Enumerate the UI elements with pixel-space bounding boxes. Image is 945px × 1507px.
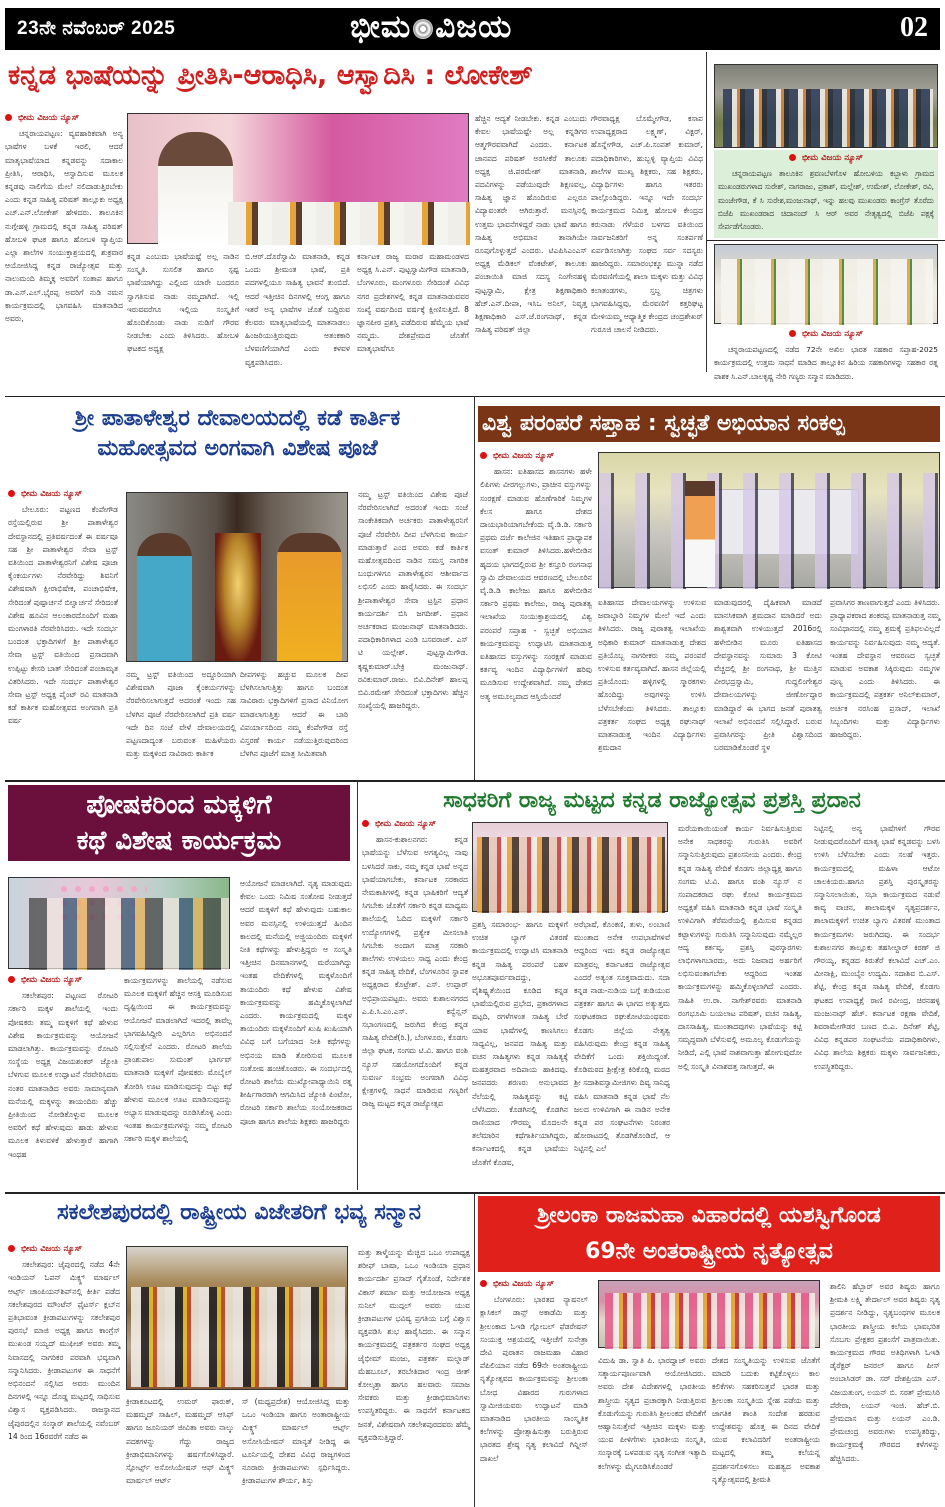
bullet-icon [5, 114, 12, 121]
story-storytelling-col2: ಕಾರ್ಯಕ್ರಮಗಳನ್ನು ಶಾಲೆಯಲ್ಲಿ ನಡೆಸುವ ಮೂಲಕ ಮಕ್ಕಳಿಗೆ ಹೆಚ್ಚಿನ ಆಸಕ್ತಿ ಮೂಡಿಸುವ ದೃಷ್ಟಿಯಿಂದ ಈ ಕಾರ್ಯಕ್ರಮವನ್ನು ಆಯೋಜನೆ ಮಾಡಲಾಗಿದೆ ಇದರಲ್ಲಿ ತಾವೆಲ್ಲ ಭಾಗವಹಿಸಿದ್ದೀರಿ ಎಲ್ಲರಿಗೂ ಅಭಿನಂದನೆ ಸಲ್ಲಿಸುತ್ತೇನೆ ಎಂದರು. ರೋಟರಿ ಶಾಲೆಯ ಪ್ರಾಂಶುಪಾಲ ಸುಮಂತ್ ಭಾರ್ಗವ್ ಮಾತನಾಡಿ ಮಕ್ಕಳಿಗೆ ಪೋಷಕರು ಮೊಬೈಲ್ ತೋರಿಸಿ ಊಟ ಮಾಡಿಸುವುದನ್ನು ಬಿಟ್ಟು ಕಥೆ ಹೇಳುವ ಮೂಲಕ ಊಟ ಮಾಡಿಸುವುದನ್ನು ಅಭ್ಯಾಸ ಮಾಡುವುದನ್ನು ರೂಡಿಸಿಕೊಳ್ಳಿ ಎಂದು ಇಂತಹ ಕಾರ್ಯಕ್ರಮಗಳನ್ನು ನಮ್ಮ ರೋಟರಿ ಸರ್ಕಾರಿ ಮಕ್ಕಳ ಶಾಲೆಯಲ್ಲಿ [124, 976, 232, 1144]
headline-line1: ಶ್ರೀಲಂಕಾ ರಾಜಮಹಾ ವಿಹಾರದಲ್ಲಿ ಯಶಸ್ವಿಗೊಂಡ [537, 1203, 881, 1228]
story-lokesh-col4: ಕರ್ನಾಟಕ ರಾಜ್ಯ ಮರಾಠ ಮಹಾಮಂಡಳದ ಅಧ್ಯಕ್ಷ ಸಿ.ಎನ್. ಪುಟ್ಟಸ್ವಾಮಿಗೌಡ ಮಾತನಾಡಿ, ಬೆಂಗಳೂರು, ಮಂಗಳೂರು ಸೇರಿದಂತೆ ವಿವಿಧ ನಗರ ಪ್ರದೇಶಗಳಲ್ಲಿ ಕನ್ನಡ ಮಾತನಾಡುವವರ ಸಂಖ್ಯೆ ವರ್ಷದಿಂದ ವರ್ಷಕ್ಕೆ ಕ್ಷೀಣಿಸುತ್ತಿದೆ. 8 ಜ್ಞಾನಪೀಠ ಪ್ರಶಸ್ತಿ ಪಡೆದಿರುವ ಹೆಮ್ಮೆಯ ಭಾಷೆ ನಮ್ಮದು. ದೇಶಪ್ರೇಮದ ಜೊತೆಗೆ ಮಾತೃಭಾಷೆಗೂ [357, 252, 469, 354]
story-lokesh [5, 112, 705, 370]
story-sakleshpur-col3: ಸ್ (ಮಧ್ಯಪ್ರದೇಶ) ಆಯೋಜಿಸಿದ್ದ ಮತ್ತು ಒಒಂ ಇಂಡಿಯಾ ಹಾಗೂ ಅಂತಾರಾಷ್ಟ್ರೀಯ ಮಿಕ್ಸ್ಡ್ ಮಾರ್ಷಲ್ ಆರ್ಟ್ಸ್ ಅಸೋಸಿಯೇಷನ್ ಮಾನ್ಯತೆ ನೀಡಿದ್ದ ಈ ಟೂರ್ನಿಯಲ್ಲಿ ದೇಶದ ವಿವಿಧ ರಾಜ್ಯಗಳಿಂದ ನೂರಾರು ಕ್ರೀಡಾಪಟುಗಳು ಸ್ಪರ್ಧಿಸಿದ್ದರು. ಕ್ರೀಡಾಪಟುಗಳ ಶೌರ್ಯ, ಶಿಸ್ತು [242, 1397, 350, 1486]
headline-heritage-banner: ವಿಶ್ವ ಪರಂಪರೆ ಸಪ್ತಾಹ : ಸ್ವಚ್ಛತೆ ಅಭಿಯಾನ ಸಂಕಲ್ಪ [478, 406, 940, 442]
students-standing [599, 473, 941, 589]
headline-storytelling-banner [8, 785, 350, 861]
story-pataleshwara-col3: ದೀಪಗಳನ್ನು ಹಚ್ಚುವ ಮೂಲಕ ದೀಪ ಬೆಳಗಿಸಲಾಗುತ್ತಿತ್ತು ಹಾಗೂ ಬಂದಂತ ಸಾವಿರಾರು ಭಕ್ತಾದಿಗಳಿಗೆ ಪ್ರಸಾದ ವಿನಿಯೋಗ ಮಾಡಲಾಗುತ್ತಿತ್ತು ಆದರೆ ಈ ಬಾರಿ ವಿಪರ್ಯಾಸದಿಂದ ನಮ್ಮ ಕೆಂಪೇಗೌಡ ರಸ್ತೆ ವಿಸ್ತರಣೆ ಕಾರ್ಯ ನಡೆಯುತ್ತಿರುವುದರಿಂದ ಬೆಳಗಿನ ಪೂಜೆಗೆ ಮಾತ್ರ ಸೀಮಿತವಾಗಿ [240, 670, 348, 759]
bullet-icon [8, 976, 15, 983]
byline: ಭೀಮ ವಿಜಯ ನ್ಯೂಸ್ [8, 1243, 120, 1256]
headline-pataleshwara [5, 404, 470, 464]
issue-date: 23ನೇ ನವೆಂಬರ್ 2025 [17, 18, 176, 39]
chakra-wheel-icon [413, 19, 433, 39]
story-heritage-col1: ಭೀಮ ವಿಜಯ ನ್ಯೂಸ್ ಹಾಸನ: ಐತಿಹಾಸದ ಶಾಸನಗಳು ಹಳೇ ಲಿಪಿಗಳು ವೀರಗಲ್ಲುಗಳು, ಪ್ರಾಚೀನ ವಸ್ತುಗಳನ್ನು ಸಂರಕ್ಷಣೆ ಮಾಡುವ ಹೊಣೆಗಾರಿಕೆ ನಿಮ್ಮಗಳ ಕೆಲಸ ಹಾಗೂ ದೇಶದ ದಾಯಭಾರಿಯಾಗಬೇಕೆಂದು ವೈ.ಡಿ.ಡಿ. ಸರ್ಕಾರಿ ಪ್ರಥಮ ದರ್ಜೆ ಕಾಲೇಜಿನ ಇತಿಹಾಸ ಪ್ರಾಧ್ಯಾಪಕ ವಸಂತ್ ಕುಮಾರ್ ತಿಳಿಸಿದರು.ಹಳೇಬೀಡಿನ ಹೃದಯ ಭಾಗದಲ್ಲಿರುವ ಶ್ರೀ ಕಸ್ತೂರಿ ರಂಗನಾಥ ಸ್ವಾಮಿ ದೇವಾಲಯದ ಆವರಣದಲ್ಲಿ ಬೇಲೂರಿನ ವೈ.ಡಿ.ಡಿ ಕಾಲೇಜು ಹಾಗೂ ಹಳೇಬೀಡಿನ ಸರ್ಕಾರಿ ಪ್ರಥಮ ಕಾಲೇಜು, ರಾಜ್ಯ ಪುರಾತತ್ವ ಇಲಾಖೆಯ ಸಂಯುಕ್ತಾಶ್ರಯದಲ್ಲಿ ವಿಶ್ವ ಪರಂಪರೆ ಸಪ್ತಾಹ - ಸ್ವಚ್ಛತೆ ಅಭಿಯಾನ ಕಾರ್ಯಕ್ರಮವನ್ನು ಉದ್ಘಾಟಿಸಿ ಮಾತನಾಡುತ್ತ ಐತಿಹಾಸದ ವಸ್ತುಗಳನ್ನು ಸಂರಕ್ಷಣೆ ಮಾಡುವ ಕರ್ತವ್ಯ ಇಂದಿನ ವಿದ್ಯಾರ್ಥಿಗಳಿಗೆ ಹರಿವು ಮೂಡಿಸುವ ಉದ್ದೇಶವಾಗಿದೆ. ನಮ್ಮ ದೇಶದ ಅತ್ಯ ಅಮೂಲ್ಯವಾದ ಆಸ್ತಿಯೆಂದರೆ [480, 451, 592, 701]
devotee-blue-saree [137, 533, 192, 661]
column-divider [474, 1194, 475, 1507]
headline-line1: ಪೋಷಕರಿಂದ ಮಕ್ಕಳಿಗೆ [86, 790, 272, 820]
story-rajyotsava-col2: ಪ್ರಶಸ್ತಿ ಸಮಾರಂಭ- ಹಾಗೂ ಮಕ್ಕಳಿಗೆ ಉಚಿತ ಬ್ಯಾಗ್ ವಿತರಣೆ ಕಾರ್ಯಕ್ರಮದಲ್ಲಿ ಉದ್ಘಾಟಿಸಿ ಮಾತನಾಡಿ ಕನ್ನಡ ಸಾಹಿತ್ಯ ಪರಂಪರೆ ಬಹಳ ಅಭೂತಪೂರ್ವವಾದದ್ದು, ವೈಶಿಷ್ಟ್ಯತೆಯಿಂದ ಕೂಡಿದ ಕನ್ನಡ ಭಾಷೆಯಲ್ಲಿರುವ ಪ್ರಭೇದ, ಪ್ರಕಾರಗಳಾದ ಷಟ್ಪದಿ, ರಗಳೆಗಳಂತ ಸಾಹಿತ್ಯ ಬೇರೆ ಯಾವ ಭಾಷೆಗಳಲ್ಲಿ ಕಾಣಸಿಗಲು ಸಾಧ್ಯವಿಲ್ಲ, ಜನಪದ ಸಾಹಿತ್ಯ ಮತ್ತು ವಚನ ಸಾಹಿತ್ಯಗಳು ಕನ್ನಡ ಸಾಹಿತ್ಯಕ್ಕೆ ಮಹತ್ತರವಾದ ಅದಿಪಾಯ ಹಾಕಿದವು. ಜನಪದರು ಶರಣರು ಅನುಭಾವದ ನೆಲೆಯಲ್ಲಿ ಸಾಹಿತ್ಯವನ್ನು ಕಟ್ಟಿ ಬೆಳೆಸಿದರು. ಕೊಡಗಿನಲ್ಲಿ ಕೊಡಗಿನ ರಾಣಿಯಾದ ಗೌರಮ್ಮ ಮೊದಲನೇ ತಲೆಮಾರಿನ ಕಥೆಗಾರ್ತಿಯಾಗಿದ್ದರು, ಕರ್ನಾಟಕದಲ್ಲಿ ಕನ್ನಡ ಭಾಷೆಯು ಜೊತೆಗೆ ಕೊಡವ, [472, 920, 568, 1167]
story-lokesh-col2: ಕನ್ನಡ ಎಂಬುದು ಭಾಷೆಯಷ್ಟೆ ಅಲ್ಲ ನಾಡಿನ ಸಂಸ್ಕೃತಿ. ಸುಸಲಿತ ಹಾಗೂ ಸ್ಪಷ್ಟ ಭಾಷೆಯಾಗಿದ್ದು ಎಲ್ಲಿಂದ ಯಾರೇ ಬಂದರೂ ಸ್ವಾಗತಿಸುವ ನಾಡು ನಮ್ಮದಾಗಿದೆ. ಇಲ್ಲಿ ಇರುವವರೆಗೂ ಇಲ್ಲಿಯ ಸಂಸ್ಕೃತಿಗೆ ಹೊಂದಿಕೊಂಡು ನಾಡು ನುಡಿಗೆ ಗೌರವ ನೀಡಬೇಕು ಎಂದು ತಿಳಿಸಿದರು. ಹೋಬಳಿ ಘಟಕದ ಅಧ್ಯಕ್ಷ [127, 252, 239, 354]
headline-line2: 69ನೇ ಅಂತರಾಷ್ಟ್ರೀಯ ನೃತ್ಯೋತ್ಸವ [585, 1239, 833, 1264]
paper-name-left: ಭೀಮ [350, 9, 412, 45]
story-rajyotsava-col4: ಮರೆಯಕಾಯಿಯಂತೆ ಕಾರ್ಯ ನಿರ್ವಹಿಸುತ್ತಿರುವ ಅನೇಕ ಸಾಧಕರನ್ನು ಗುರುತಿಸಿ ಅವರಿಗೆ ಸನ್ಮಾನಿಸುತ್ತಿರುವುದು ಪ್ರಶಂಸನೀಯ ಎಂದರು. ಕೇಂದ್ರ ಕನ್ನಡ ಸಾಹಿತ್ಯ ವೇದಿಕೆ ಕೊಡಗು ಜಿಲ್ಲಾಧ್ಯಕ್ಷ ಹಾಗೂ ಸಂಗಮ ಟಿ.ವಿ. ಹಾಗೂ ವಂಶಿ ನ್ಯೂಸ್ ನ ಸಂಪಾದಕರಾದ ರಘು ಕೋಟಿ ಕಾರ್ಯಕ್ರಮದ ಅಧ್ಯಕ್ಷತೆ ವಹಿಸಿ ಮಾತನಾಡಿ ಕನ್ನಡ ಭಾಷೆ ಸಂಸ್ಕೃತಿ ಉಳಿವಿಗಾಗಿ ತೆರೆಮರೆಯಲ್ಲಿ ಶ್ರಮಿಸುವ ಕನ್ನಡದ ಕಟ್ಟಾಳುಗಳನ್ನು ಗುರುತಿಸಿ ಸನ್ಮಾನಿಸುವುದು ನಮ್ಮೆಲ್ಲರ ಆದ್ಯ ಕರ್ತವ್ಯ, ಪ್ರಶಸ್ತಿ ಪುರಸ್ಕಾರಗಳು ಲಾಭಿಗಳಾಗಬಾರದು, ಅದು ನಿಜವಾದ ಅರ್ಹರಿಗೆ ಲಭಿಸುವಂತಾಗಬೇಕು ಆದ್ದರಿಂದ ಇಂತಹ ಕಾರ್ಯಕ್ರಮಗಳನ್ನು ಹಮ್ಮಿಕೊಳ್ಳಲಾಗಿದೆ ಎಂದರು. ಸಾಹಿತಿ ಉ.ರಾ. ನಾಗೇಶ್‌ರವರು ಮಾತನಾಡಿ ರಂಗಭೂಮಿ ಬಯಲಾಟ ಪರಿಷತ್, ವಚನ ಸಾಹಿತ್ಯ, ದಾಸಸಾಹಿತ್ಯ, ಮುಂತಾದವುಗಳು ಭಾಷೆಯನ್ನು ಕಟ್ಟಿ ಸಮೃದ್ಧವಾಗಿ ಬೆಳೆಸುವಲ್ಲಿ ಅಮೂಲ್ಯ ಕೊಡುಗೆಯನ್ನು ನೀಡಿದೆ, ಎಲ್ಲಿ ಭಾಷೆ ನಾಶವಾಗುತ್ತಾ ಹೋಗುವುದೋ ಅಲ್ಲಿ ಸಂಸ್ಕೃತಿ ವಿನಾಶದತ್ತ ಸಾಗುತ್ತದೆ, ಈ [678, 824, 802, 1071]
story-rajyotsava [362, 818, 942, 1188]
story-rajyotsava-col5: ನಿಟ್ಟಿನಲ್ಲಿ ಅನ್ಯ ಭಾಷೆಗಳಿಗೆ ಗೌರವ ನೀಡುವುದರೊಂದಿಗೆ ಮಾತೃ ಭಾಷೆ ಕನ್ನಡವನ್ನು ಬಳಸಿ ಉಳಿಸಿ ಬೆಳೆಸಬೇಕು ಎಂದು ಸಲಹೆ ಇತ್ತರು. ಕಾರ್ಯಕ್ರಮದಲ್ಲಿ ಮಹಿಳಾ ಆಟೋ ಚಾಲಕಿಯರು.ಹಾಗೂ ಪ್ರಶಸ್ತಿ ಪುರಸ್ಕೃತರನ್ನು ಸನ್ಮಾನಿಸಲಾಯಿತು, ಸಭಾ ಕಾರ್ಯಕ್ರಮದ ನಡುವೆ ಕಾವ್ಯ ವಾಚನ, ಶಾಲಾಮಕ್ಕಳ ನೃತ್ಯಪ್ರದರ್ಶನ, ಶಾಲಾಮಕ್ಕಳಿಗೆ ಉಚಿತ ಬ್ಯಾಗು ವಿತರಣೆ ಮುಂತಾದ ಕಾರ್ಯಕ್ರಮಗಳು ಜರುಗಿದವು. ಈ ಸಂದರ್ಭ ಕುಶಾಲನಗರ ತಾಲ್ಲೂಕು ತಹಸೀಲ್ದಾರ್ ಕಿರಣ್ ಜಿ ಗೌರಯ್ಯ, ಕನ್ನಡದ ಕಿರುತೆರೆ ಕಲಾವಿದೆ ಎಚ್.ಎಂ. ಮೀನಾಕ್ಷಿ, ಮುಂಬೈನ ಉದ್ಯಮಿ. ಸದಾಶಿವ ಬಿ.ಎಸ್. ಶೆಟ್ಟಿ, ಕೇಂದ್ರ ಕನ್ನಡ ಸಾಹಿತ್ಯ ವೇದಿಕೆ, ಕೊಡಗು ಘಟಕದ ಉಪಾಧ್ಯಕ್ಷೆ ರಾಣಿ ರವೀಂದ್ರ, ಚಿರನಹಳ್ಳಿ ಮಂಜುನಾಥ್ ಹೆಚ್. ಕರ್ನಾಟಕ ರಕ್ಷಣಾ ವೇದಿಕೆ, ಶಿವರಾಮೇಗೌಡರ ಬಣದ ಬಿ.ಎ. ದಿನೇಶ್ ಶೆಟ್ಟಿ, ವಿವಿಧ ಕನ್ನಡಪರ ಸಂಘಟನೆಯ ಪದಾಧಿಕಾರಿಗಳು, ವಿವಿಧ ಶಾಲೆಯ ಶಿಕ್ಷಕರು ಮಕ್ಕಳು ಸಾರ್ವಜನಿಕರು, ಉಪಸ್ಥಿತರಿದ್ದರು. [814, 824, 940, 1071]
byline: ಭೀಮ ವಿಜಯ ನ್ಯೂಸ್ [362, 818, 468, 831]
paper-name-right: ವಿಜಯ [435, 9, 513, 45]
story-srilanka-col1: ಭೀಮ ವಿಜಯ ನ್ಯೂಸ್ ಬೆಂಗಳೂರು: ಭಾರತದ ನ್ಯಾಷನಲ್ ಕ್ಲಾಸಿಕಲ್ ಡಾನ್ಸ್ ಅಕಾಡೆಮಿ ಮತ್ತು ಶ್ರೀಲಂಕಾದ ಓಇಡಿ ಗ್ಲೋಬಲ್ ಫೆಡರೇಷನ್ ಸಂಯುಕ್ತ ಆಶ್ರಯದಲ್ಲಿ ಇತ್ತೀಚೆಗೆ ಸುನೇತ್ರಾ ದೇವಿ ಪುರಾತನ ರಾಜಮಹಾ ವಿಹಾರ ಪೆಪಿಲಿಯಾನ ನಡೆದ 69ನೇ ಅಂತರಾಷ್ಟ್ರೀಯ ನೃತ್ಯೋತ್ಸವದ ಕಾರ್ಯಕ್ರಮವನ್ನು ಶ್ರೀಲಂಕಾ ಬೋಧ ವಿಹಾರದ ಗುರುಗಳಾದ ಸ್ವಾಮೀಜಿಯವರು ಉದ್ಘಾಟನೆ ಮಾಡಿ ಮಾತನಾಡಿದ ಭಾರತೀಯ ಸಾಂಸ್ಕೃತಿಕ ಕಲೆಗಳನ್ನು ಪ್ರೋತ್ಸಾಹಿಸುತ್ತಾ ಬರುತ್ತಿರುವ ಭಾರತದ ಶ್ರೇಷ್ಠ ನೃತ್ಯ ಕಲಾವಿದೆ ಗಿನ್ನೀಸ್ ದಾಖಲೆ [480, 1279, 588, 1463]
headline-sakleshpur: ಸಕಲೇಶಪುರದಲ್ಲಿ ರಾಷ್ಟ್ರೀಯ ವಿಜೇತರಿಗೆ ಭವ್ಯ ಸನ್ಮಾನ [57, 1200, 421, 1225]
headline-rajyotsava: ಸಾಧಕರಿಗೆ ರಾಜ್ಯ ಮಟ್ಟದ ಕನ್ನಡ ರಾಜ್ಯೋತ್ಸವ ಪ್ರಶಸ್ತಿ ಪ್ರದಾನ [443, 788, 861, 813]
bullet-icon [789, 154, 796, 161]
headline-lokesh: ಕನ್ನಡ ಭಾಷೆಯನ್ನು ಪ್ರೀತಿಸಿ-ಆರಾಧಿಸಿ, ಆಸ್ವಾದಿಸಿ : ಲೋಕೇಶ್ [8, 60, 533, 91]
photo-rajyotsava-awardees [472, 822, 668, 912]
story-lokesh-col1: ಭೀಮ ವಿಜಯ ನ್ಯೂಸ್ ಚನ್ನರಾಯಪಟ್ಟಣ: ವ್ಯವಹಾರಿಕವಾಗಿ ಅನ್ಯ ಭಾಷೆಗಳ ಬಳಕೆ ಇರಲಿ, ಆದರೆ ಮಾತೃಭಾಷೆಯಾದ ಕನ್ನಡವನ್ನು ಸದಾಕಾಲ ಪ್ರೀತಿಸಿ, ಆರಾಧಿಸಿ, ಆಸ್ವಾದಿಸುವ ಮೂಲಕ ಕನ್ನಡವು ನಾಲಿಗೆಯ ಮೇಲೆ ನಲಿದಾಡುತ್ತಿರಬೇಕು ಎಂದು ಕನ್ನಡ ಸಾಹಿತ್ಯ ಪರಿಷತ್ ತಾಲ್ಲೂಕು ಅಧ್ಯಕ್ಷ ಎಚ್.ಎನ್.ಲೋಕೇಶ್ ಹೇಳಿದರು. ತಾಲೂಕಿನ ನುಗ್ಗೇಹಳ್ಳಿ ಗ್ರಾಮದಲ್ಲಿ ಕನ್ನಡ ಸಾಹಿತ್ಯ ಪರಿಷತ್ ಹೋಬಳಿ ಘಟಕ ಹಾಗೂ ಹೋಬಳಿ ವ್ಯಾಪ್ತಿಯ ಎಲ್ಲಾ ಶಾಲೆಗಳ ಸಂಯುಕ್ತಾಶ್ರಯದಲ್ಲಿ ಶುಕ್ರವಾರ ಆಯೋಜಿಸಿದ್ದ ಕನ್ನಡ ರಾಜ್ಯೋತ್ಸವ ಮತ್ತು ನಾಲುಮಂದಿ ತಿಮ್ಮಕ್ಕ ಅವರಿಗೆ ಸಂತಾಪ ಹಾಗೂ ಡಾ.ಎಸ್.ಎಲ್.ಭೈರಪ್ಪ ಅವರಿಗೆ ನುಡಿ ನಮನ ಕಾರ್ಯಕ್ರಮದಲ್ಲಿ ಭಾಗವಹಿಸಿ ಮಾತನಾಡಿದ ಅವರು, [5, 113, 123, 324]
story-heritage-col4: ಪ್ರವಾಸಿಗರ ತಾಣವಾಗುತ್ತದೆ ಎಂದು ತಿಳಿಸಿದರು. ಪ್ರಾಧ್ಯಾಪಕರಾದ ಶಂಕರಪ್ಪ ಮಾತನಾಡುತ್ತ ನಮ್ಮ ಸಂವಿಧಾನದಲ್ಲಿ ನಮ್ಮ ಶ್ರಮಕ್ಕೆ ಪ್ರತಿಫಲವಿಲ್ಲದೆ ಕಾರ್ಯವನ್ನು ನಿರ್ವಹಿಸುವುದು ನಮ್ಮ ಆದ್ಯತೆ. ಇಂತಹ ದೇವಸ್ಥಾನ ಆವರಣದ ಸ್ವಚ್ಛತೆ ಮಾಡುವ ಅವಕಾಶ ಸಿಕ್ಕಿರುವುದು ನಮ್ಮಗಳ ಪುಣ್ಯ ಎಂದು ತಿಳಿಸಿದರು. ಈ ಕಾರ್ಯಕ್ರಮದಲ್ಲಿ ಪತ್ರಕರ್ತ ಅನಿಲ್‌ಕುಮಾರ್, ಅರ್ಚಕ ನರಸಿಂಹ ಪ್ರಸಾದ್, ಇಲಾಖೆ ಸಿಬ್ಬಂದಿಗಳು ಮತ್ತು ವಿದ್ಯಾರ್ಥಿಗಳು ಹಾಜರಿದ್ದರು. [830, 598, 940, 740]
story-sakleshpur-col4: ಮತ್ತು ತಾಳ್ಮೆಯನ್ನು ಮೆಚ್ಚಿದ ಒಒಂ ಉಪಾಧ್ಯಕ್ಷ ಶರೀಫ್ ಬಾಷಾ, ಒಒಂ ಇಂಡಿಯಾ ಪ್ರಧಾನ ಕಾರ್ಯದರ್ಶಿ ಪ್ರಸಾದ್ ಗೈತೊಂಡೆ, ನಿರ್ದೇಶಕ ವಿಕಾಸ್ ಶರ್ಮಾ ಮತ್ತು ಆಯೋಜನಾ ಅಧ್ಯಕ್ಷ ಸುನಿಲ್ ಮುದ್ಗಲ್ ಅವರು ಯುವ ಕ್ರೀಡಾಪಟುಗಳ ಭವಿಷ್ಯ ಪ್ರಗತಿಯ ಬಗ್ಗೆ ವಿಶ್ವಾಸ ವ್ಯಕ್ತಪಡಿಸಿ ಶುಭ ಹಾರೈಸಿದರು. ಈ ಸನ್ಮಾನ ಕಾರ್ಯಕ್ರಮದಲ್ಲಿ ಪತ್ರಕರ್ತರ ಸಂಘದ ಅಧ್ಯಕ್ಷ ಜೈಭೀಮ್ ಮಂಜು, ಪತ್ರಕರ್ತ ಮಲ್ನಾಡ್ ಮೆಹಬೂಬ್, ತರಬೇತಿದಾರ ಇಂದ್ರ ಜೀತ್ ಕೋಲ್ಕತ್ತಾ ಹಾಗೂ ಹಲವಾರು ಸಮಾಜ ಸೇವಕರು ಮತ್ತು ಕ್ರೀಡಾಭಿಮಾನಿಗಳು ಉಪಸ್ಥಿತರಿದ್ದರು. ಈ ಸಾಧನೆಗೆ ಕರ್ನಾಟಕದ ಜನತೆ, ವಿಶೇಷವಾಗಿ ಸಕಲೇಶಪುರದವರು ಹೆಮ್ಮೆ ವ್ಯಕ್ತಪಡಿಸುತ್ತಿದ್ದಾರೆ. [358, 1248, 470, 1442]
story-lokesh-col6: ಗೌರವಾಧ್ಯಕ್ಷ ಬೊಮ್ಮೇಗೌಡ, ಕಸಾಪ ಉಪಾಧ್ಯಕ್ಷರಾದ ಲಕ್ಷ್ಮಣ್, ವಿಕ್ಟರ್, ಹೊನ್ನೇಗೌಡ, ಎಚ್.ಪಿ.ಸಂಪತ್ ಕುಮಾರ್, ಪದಾಧಿಕಾರಿಗಳು, ಹುಬ್ಬಳ್ಳಿ ವ್ಯಾಪ್ತಿಯ ವಿವಿಧ ಶಾಲೆಗಳ ಮುಖ್ಯ ಶಿಕ್ಷಕರು, ಸಹ ಶಿಕ್ಷಕರು, ವಿದ್ಯಾರ್ಥಿಗಳು ಹಾಗೂ ಇತರರು ಪಾಲ್ಗೊಂಡಿದ್ದರು. ಇನ್ನೂ ಇದೇ ಸಂದರ್ಭ ಕಾರ್ಯಕ್ರಮದ ನಿಮಿತ್ತ ಹೋಬಳಿ ಕೇಂದ್ರದ ಕರುನಾಡು ಗೆಳೆಯರ ಬಳಗದ ವತಿಯಿಂದ ಸಾರ್ವಜನಿಕರಿಗೆ ಅನ್ನ ಸಂತರ್ಪಣೆ ಏರ್ಪಡಿಸಲಾಗಿತ್ತು ಸಂಘದ ಸರ್ವ ಸದಸ್ಯರು ಹಾಜರಿದ್ದರು. ಸಮಾರಂಭಕ್ಕೂ ಮುನ್ನಾ ನಡೆದ ಮೆರವಣಿಗೆಯಲ್ಲಿ ಶಾಲಾ ಮಕ್ಕಳು ಮತ್ತು ವಿವಿಧ ಕಲಾತಂಡಗಳು, ಸ್ತಬ್ಧ ಚಿತ್ರಗಳು ಭಾಗವಹಿಸಿದ್ದವು, ಮೆರವಣಿಗೆ ಕತ್ತರಿಘಟ್ಟ ಮೇಳಿಯಮ್ಮ ಆಧ್ಯಾತ್ಮಿಕ ಕೇಂದ್ರದ ಚಂದ್ರಶೇಖರ್ ಗುರೂಜಿ ಚಾಲನೆ ನೀಡಿದರು. [591, 114, 703, 335]
story-pataleshwara [8, 488, 473, 778]
bullet-icon [362, 820, 369, 827]
story-storytelling-col3: ಆಯೋಜನೆ ಮಾಡಲಾಗಿದೆ. ನೃತ್ಯ ಮಾಡುವುದು ಕೇವಲ ಒಂದು ನಿಮಿಷ ಸಂತೋಷ ನೀಡುತ್ತದೆ ಆದರೆ ಮಕ್ಕಳಿಗೆ ಕಥೆ ಹೇಳುವುದು ಬಹುಕಾಲ ಅವರ ಮನಸ್ಸಿನಲ್ಲಿ ಉಳಿಯುತ್ತದೆ ಹಿಂದಿನ ಕಾಲದಲ್ಲಿ ಮನೆಯಲ್ಲಿ ಅಜ್ಜಿಯಂದಿರು ಮಕ್ಕಳಿಗೆ ನೀತಿ ಕಥೆಗಳನ್ನು ಹೇಳುತ್ತಿದ್ದರು ಆ ಸಂಸ್ಕೃತಿ ಇತ್ತೀಚಿನ ದಿನಮಾನಗಳಲ್ಲಿ ಮರೆಯಾಗಿದ್ದು ಇಂತಹ ವೇದಿಕೆಗಳಲ್ಲಿ ಮಕ್ಕಳೊಂದಿಗೆ ತಾಯಂದಿರು ಕಥೆ ಹೇಳುವ ವಿಶೇಷ ಕಾರ್ಯಕ್ರಮವನ್ನು ಹಮ್ಮಿಕೊಳ್ಳಲಾಗಿದೆ ಎಂದರು. ಕಾರ್ಯಕ್ರಮದಲ್ಲಿ ಮಕ್ಕಳ ತಾಯಂದಿರು ಮಕ್ಕಳೊಂದಿಗೆ ಖುಷಿ ಖುಷಿಯಾಗಿ ವಿವಿಧ ಬಗೆ ಬಗೆಯಾದ ನೀತಿ ಕಥೆಗಳನ್ನು ಅಭಿನಯ ಮಾಡಿ ತೋರಿಸುವ ಮೂಲಕ ಸಂತೋಷ ಹಂಚಿಕೊಂಡರು. ಈ ಸಂದರ್ಭದಲ್ಲಿ ರೋಟರಿ ಶಾಲೆಯ ಮುಖ್ಯೋಪಾಧ್ಯಾಯಿನಿ ರತ್ನ ಶೀರ್ಷಿಗಾರರಾಗಿ ಆಗಮಿಸಿದ ಜ್ಯೋತಿ ಪಿಂಟೋ, ರೋಟರಿ ಸರ್ಕಾರಿ ಶಾಲೆಯ ಸಂಯೋಜಕರಾದ ಪೂಜಾ ಹಾಗೂ ಶಾಲೆಯ ಶಿಕ್ಷಕರು ಹಾಜರಿದ್ದರು [240, 879, 352, 1126]
column-divider [706, 52, 707, 372]
deity-shrine [215, 533, 261, 661]
headline-line2: ಮಹೋತ್ಸವದ ಅಂಗವಾಗಿ ವಿಶೇಷ ಪೂಜೆ [97, 436, 378, 461]
dancers-with-certificates [605, 1293, 815, 1349]
photo-lokesh-speaking [127, 113, 469, 244]
photo-martial-arts-felicitation [126, 1246, 348, 1390]
section-divider [5, 396, 945, 397]
byline: ಭೀಮ ವಿಜಯ ನ್ಯೂಸ್ [480, 1278, 588, 1291]
story-rajyotsava-col3: ಅರೆಭಾಷೆ, ಕೊಂಕಣಿ, ತುಳು, ಲಂಬಾಣಿ ಮುಂತಾದ ಅನೇಕ ಉಪಭಾಷೆಗಳಿವೆ ಆದ್ದರಿಂದ ಇದು ಕನ್ನಡ ರಾಜ್ಯೋತ್ಸವ ಮಾತ್ರವಲ್ಲ ಕರ್ನಾಟಕದ ರಾಜ್ಯೋತ್ಸವ ಎಂದರೆ ಅತ್ಯಂತ ಸೂಕ್ತವಾದುದು. ಸದಾ ಕನ್ನಡ ನಾಡು-ನುಡಿಯ ಬಗ್ಗೆ ತುಡಿಯುವ ಪತ್ರಕರ್ತ ಹಾಗೂ ಈ ಭಾಗದ ಅತ್ಯುತ್ತಮ ಸಂಘಟಕರಾದ ರಘುಕೋಟಿಯಂಥವರು ಕೊಡಗು ಜಿಲ್ಲೆಯ ನೇತೃತ್ವ ವಹಿಸಿರುವುದು ಕೇಂದ್ರ ಕನ್ನಡ ಸಾಹಿತ್ಯ ವೇದಿಕೆಗೆ ಒಂದು ಶಕ್ತಿಯಿದ್ದಂತೆ. ಕೊಡಿಮಠದ ಶ್ರೀಕ್ಷೇತ್ರ ಕಿರಿಕೊಡ್ಲಿ ಮಠದ ಶ್ರೀ ಸದಾಶಿವಸ್ವಾಮೀಜಿಗಳು ದಿವ್ಯ ಸಾನಿಧ್ಯ ವಹಿಸಿ ಮಾತನಾಡಿ ಕನ್ನಡ ಭಾಷೆ ನೆಲ ಜಲದ ಉಳಿವಿಗಾಗಿ ಈ ನಾಡಿನ ಅನೇಕ ಕನ್ನಡ ಪರ ಸಂಘಟನೆಗಳು ನಿರಂತರ ಹೋರಾಟದಲ್ಲಿ ತೊಡಗಿಕೊಂಡಿದೆ, ಆ ನಿಟ್ಟಿನಲ್ಲಿ ಎಲೆ [574, 920, 670, 1154]
bullet-icon [8, 490, 15, 497]
column-divider [357, 782, 358, 1190]
photo-bjp-joining [714, 64, 938, 148]
byline: ಭೀಮ ವಿಜಯ ನ್ಯೂಸ್ [5, 112, 123, 125]
bullet-icon [480, 1280, 487, 1287]
story-pataleshwara-col1: ಭೀಮ ವಿಜಯ ನ್ಯೂಸ್ ಬೇಲೂರು: ಪಟ್ಟಣದ ಕೆಂಪೇಗೌಡ ರಸ್ತೆಯಲ್ಲಿರುವ ಶ್ರೀ ಪಾತಾಳೇಶ್ವರ ದೇವಸ್ಥಾನದಲ್ಲಿ ಪ್ರತಿವರ್ಷದಂತೆ ಈ ವರ್ಷವೂ ಸಹ ಶ್ರೀ ಪಾತಾಳೇಶ್ವರ ಸೇವಾ ಟ್ರಸ್ಟ್ ವತಿಯಿಂದ ಪಾತಾಳೇಶ್ವರನಿಗೆ ವಿಶೇಷ ಪೂಜಾ ಕೈಂಕರ್ಯಗಳು ನೆರವೇರಿದ್ದು ಶಿವನಿಗೆ ವಿಶೇಷವಾಗಿ ಕ್ಷೀರಾಭಿಷೇಕ, ಪಂಚಾಭಿಷೇಕ, ಸೇರಿದಂತೆ ಪುಷ್ಪಾರ್ಚನೆ ಬಿಲ್ವಾರ್ಚನೆ ಸೇರಿದಂತೆ ವಿಶೇಷ ಹೂವಿನ ಆಲಂಕಾರದೊಂದಿಗೆ ಮಹಾ ಮಂಗಳಾರತಿ ನೆರವೇರಿಸಿದರು. ಇದೇ ಸಂದರ್ಭ ಬಂದಂತ ಭಕ್ತಾದಿಗಳಿಗೆ ಶ್ರೀ ಪಾತಾಳೇಶ್ವರ ಸೇವಾ ಟ್ರಸ್ಟ್ ವತಿಯಿಂದ ಪ್ರಸಾದವಾಗಿ ಉಪ್ಪಿಟ್ಟು ಕೇಸರಿ ಬಾತ್ ಸೇರಿದಂತೆ ಪಂಚಾಮೃತ ವಿತರಿಸಿದರು. ಇದೇ ಸಂದರ್ಭ ಪಾತಾಳೇಶ್ವರ ಸೇವಾ ಟ್ರಸ್ಟ್ ಅಧ್ಯಕ್ಷ ಪೈಂಟ್ ರವಿ ಮಾತನಾಡಿ ಕಡೆ ಕಾರ್ತಿಕ ಮಹೋತ್ಸವದ ಅಂಗವಾಗಿ ಪ್ರತಿ ವರ್ಷ [8, 489, 118, 726]
story-storytelling-col1: ಭೀಮ ವಿಜಯ ನ್ಯೂಸ್ ಸಕಲೇಶಪುರ: ಪಟ್ಟಣದ ರೋಟರಿ ಸರ್ಕಾರಿ ಮಕ್ಕಳ ಶಾಲೆಯಲ್ಲಿ ಇಂದು ಪೋಷಕರು ತಮ್ಮ ಮಕ್ಕಳಿಗೆ ಕಥೆ ಹೇಳುವ ವಿಶೇಷ ಕಾರ್ಯಕ್ರಮವನ್ನು ಆಯೋಜನೆ ಮಾಡಲಾಗಿತ್ತು. ಕಾರ್ಯಕ್ರಮವನ್ನು ರೋಟರಿ ಸಂಸ್ಥೆಯ ಅಧ್ಯಕ್ಷ ವಿಜಯಶಂಕರ್ ಜ್ಯೋತಿ ಬೆಳಗುವ ಮೂಲಕ ಉದ್ಘಾಟನೆ ನೆರವೇರಿಸಿದರು ನಂತರ ಮಾತನಾಡಿದ ಅವರು ಸಾಮಾನ್ಯವಾಗಿ ಮನೆಯಲ್ಲಿ ಮಕ್ಕಳನ್ನು ತಾಯಂದಿರು ಹೆಚ್ಚು ಪ್ರೀತಿಯಿಂದ ನೋಡಿಕೊಳ್ಳುವ ಮೂಲಕ ಅವರಿಗೆ ಕಥೆ ಹೇಳುವುದು ಹಾಡು ಹೇಳುವ ಮೂಲಕ ತಿಳುವಳಿಕೆ ಹೇಳುತ್ತಾರೆ ಹಾಗಾಗಿ ಇಂಥಹ [8, 975, 118, 1159]
story-heritage-col2: ಐತಿಹಾಸದ ದೇವಾಲಯಗಳನ್ನು ಉಳಿಸುವ ಜವಾಬ್ದಾರಿ ನಿಮ್ಮಗಳ ಮೇಲೆ ಇದೆ ಎಂದು ತಿಳಿಸಿದರು. ರಾಜ್ಯ ಪುರಾತತ್ವ ಇಲಾಖೆಯ ಅಧಿಕಾರಿ ಕುಮಾರ್ ಮಾತನಾಡುತ್ತ ದೇಶದ ಪ್ರತಿಯೊಬ್ಬ ನಾಗರೀಕರು ನಮ್ಮ ಪರಂಪರೆ ಉಳಿಸುವ ಕರ್ತವ್ಯವಾಗಿದೆ. ಹಾಸನ ಜಿಲ್ಲೆಯಲ್ಲಿ ಪ್ರತಿಯೊಂದು ಹಳ್ಳಿಗಳಲ್ಲಿ ಸ್ಮಾರಕಗಳು ಹೊಂದಿದ್ದು ಅವುಗಳನ್ನು ಉಳಿಸಿ ಬೆಳೆಸಬೇಕೆಂದು ತಿಳಿಸಿದರು. ತಾಲ್ಲೂಕು ಪತ್ರಕರ್ತ ಸಂಘದ ಅಧ್ಯಕ್ಷ ರಘುನಾಥ್ ಮಾತನಾಡುತ್ತ ಇಂದಿನ ವಿದ್ಯಾರ್ಥಿಗಳು ಶ್ರಮದಾನ [598, 598, 706, 753]
section-divider [5, 780, 945, 782]
story-pataleshwara-col2: ನಮ್ಮ ಟ್ರಸ್ಟ್ ವತಿಯಿಂದ ಅದ್ದೂರಿಯಾಗಿ ವಿಶೇಷವಾಗಿ ಪೂಜಾ ಕೈಂಕರ್ಯಗಳನ್ನು ನೆರವೇರಿಸಲಾಗುತ್ತದೆ ಅದರಂತೆ ಇಂದು ಸಹ ಬೆಳಗಿನ ಪೂಜೆ ನೆರವೇರಿಸಲಾಗಿದೆ ಪ್ರತಿ ವರ್ಷ ಇದೇ ದಿನ ಸಂಜೆ ವೇಳೆ ದೇವಾಲಯದಲ್ಲಿ ಪಟ್ಟಣದಾದ್ಯಂತ ಬರುವಂತ ಮಹಿಳೆಯರು ಮತ್ತು ಮಕ್ಕಳಿಂದ ಸಾವಿರಾರು ಕಾರ್ತಿಕ [126, 670, 236, 759]
story-srilanka-col2: ವಿದುಷಿ ಡಾ. ಸ್ವಾತಿ ಪಿ. ಭಾರದ್ವಾಜ್ ಅವರು ಸತ್ಕಾರ್ಯಪೂರ್ಣವಾಗಿ ಆಯೋಜಿಸಿದರು. ಅವರು ದೇಶ ವಿದೇಶಗಳಲ್ಲಿ ಭಾರತೀಯ ಶಾಸ್ತ್ರೀಯ ನೃತ್ಯದ ಪ್ರಚಾರಕ್ಕಾಗಿ ನೀಡುತ್ತಿರುವ ಕೊಡುಗೆಯನ್ನು ಗುರುತಿಸಿ ಶ್ರೀಲಂಕದ ವೇದಿಕೆಗೆ ಆಹ್ವಾನಿಸುತ್ತೇವೆ ಇತ್ತೀಚಿನ ಮಕ್ಕಳು ಮತ್ತು ಯುವ ಪೀಳಿಗೆಗಳು ಭಾರತೀಯ ಸಂಸ್ಕೃತಿ, ಸಂಸ್ಕಾರಕ್ಕೆ ಒಳಪಡುವ ನೃತ್ಯ ಸಂಗೀತ ಇತ್ಯಾದಿ ಕಲೆಗಳನ್ನು ಮೈಗೂಡಿಸಿಕೊಂಡರೆ [598, 1356, 706, 1471]
masthead [5, 8, 940, 50]
bullet-icon [480, 452, 487, 459]
official-orange-shirt [685, 481, 715, 587]
group-of-people [723, 89, 933, 147]
photo-dance-festival [598, 1280, 820, 1348]
bullet-icon [8, 1245, 15, 1252]
story-bjp-joining: ಭೀಮ ವಿಜಯ ನ್ಯೂಸ್ ಚನ್ನರಾಯಪಟ್ಟಣ ತಾಲೂಕಿನ ಶ್ರವಣಬೆಳಗೊಳ ಹೋಬಳಿಯ ಕಬ್ಬಾಳು ಗ್ರಾಮದ ಮುಖಂಡರುಗಳಾದ ಸುರೇಶ್, ನಾಗರಾಜು, ಪ್ರಕಾಶ್, ಮಲ್ಲೇಶ್, ಉಮೇಶ್, ಲೋಕೇಶ್, ರವಿ, ಮಂಜೇಗೌಡ, ಕೆ ಸಿ ಸುರೇಶ,ಮಂಜುನಾಥ್, ಇನ್ನು ಹಲವು ಮುಖಂಡರು ಕಾಂಗ್ರೆಸ್ ತೊರೆದು ಬಿಜೆಪಿ ಮುಖಂಡರಾದ ಚಿದಾನಂದ್ ಸಿ ಆರ್ ಅವರ ನೇತೃತ್ವದಲ್ಲಿ ಬಿಜೆಪಿ ಪಕ್ಷಕ್ಕೆ ಸೇರ್ಪಡೆಗೊಂಡರು. [714, 150, 938, 238]
headline-srilanka-banner [478, 1196, 940, 1272]
story-lokesh-col3: ಬಿ.ಆರ್.ದೊರೆಸ್ವಾಮಿ ಮಾತನಾಡಿ, ಕನ್ನಡ ಒಂದು ಶ್ರೀಮಂತ ಭಾಷೆ, ಪ್ರತಿ ಪದಗಳಲ್ಲಿಯೂ ಸಾಹಿತ್ಯ ಭಾವನೆ ತುಂಬಿದೆ. ಆದರೆ ಇತ್ತೀಚಿನ ದಿನಗಳಲ್ಲಿ ಆಂಗ್ಲ ಹಾಗೂ ಇತರೆ ಅನ್ಯ ಭಾಷೆಗಳ ಜೊತೆ ಬದ್ದಿರುವ ಕೆಲವರು ಮಾತೃಭಾಷೆಯಲ್ಲಿ ಮಾತನಾಡಲು ಹಿಂಜರಿಯುತ್ತಿರುವುದು ಆತಂಕಕಾರಿ ಬೆಳವಣಿಗೆಯಾಗಿದೆ ಎಂದು ಕಳವಳ ವ್ಯಕ್ತಪಡಿಸಿದರು. [245, 252, 350, 367]
awardees-group [477, 837, 665, 913]
byline: ಭೀಮ ವಿಜಯ ನ್ಯೂಸ್ [714, 328, 938, 341]
felicitated-athletes [131, 1287, 345, 1387]
story-sakleshpur [8, 1243, 473, 1505]
story-lokesh-col5: ಹೆಚ್ಚಿನ ಆದ್ಯತೆ ನೀಡಬೇಕು. ಕನ್ನಡ ಎಂಬುದು ಕೇವಲ ಭಾಷೆಯಷ್ಟೇ ಅಲ್ಲ ಕನ್ನಡಿಗರ ಆತ್ಮಗೌರವವಾಗಿದೆ ಎಂದರು. ಕರ್ನಾಟಕ ಜಾನಪದ ಪರಿಷತ್ ಅರಸೀಕೆರೆ ತಾಲೂಕು ಅಧ್ಯಕ್ಷ ಜಿ.ಪರಮೇಶ್ ಮಾತನಾಡಿ, ಪದವಿಗಳನ್ನು ಪಡೆಯುವುದೇ ಶಿಕ್ಷಣವಲ್ಲ, ಸಾಹಿತ್ಯ ಜ್ಞಾನ ಹೊಂದಿರುವ ಎಲ್ಲರೂ ವಿದ್ಯಾವಂತರೇ ಆಗಿರುತ್ತಾರೆ. ಮನಸ್ಸಿನಲ್ಲಿ ಉತ್ತಮ ಭಾವನೆಗಳಿದ್ದರೆ ನಾಡು ಭಾಷೆ ಹಾಗೂ ಸಾಹಿತ್ಯ ಅಭಿಮಾನ ತಾನಾಗಿಯೇ ರೂಪುಗೊಳ್ಳುತ್ತದೆ ಎಂದರು. ಟಿಎಪಿಸಿಎಂಎಸ್ ಅಧ್ಯಕ್ಷ ಮೆಡಿಕಲ್ ವೆಂಕಟೇಶ್, ತಾಲೂಕು ಪಂಚಾಯಿತಿ ಮಾಜಿ ಸದಸ್ಯ ನಿಂಗೇನಹಳ್ಳಿ ಪುಟ್ಟಸ್ವಾಮಿ, ಕ್ಷೇತ್ರ ಶಿಕ್ಷಣಾಧಿಕಾರಿ ಹೆಚ್.ಎನ್.ದೀಪಾ, ಇಸಿಒ ಅನಿಲ್, ನಿವೃತ್ತ ಶಿಕ್ಷಣಾಧಿಕಾರಿ ಎಸ್.ಜೆ.ರಂಗನಾಥ್, ಕನ್ನಡ ಸಾಹಿತ್ಯ ಪರಿಷತ್ ಜಿಲ್ಲಾ [475, 114, 587, 335]
page-number: 02 [900, 12, 928, 43]
headline-line1: ಶ್ರೀ ಪಾತಾಳೇಶ್ವರ ದೇವಾಲಯದಲ್ಲಿ ಕಡೆ ಕಾರ್ತಿಕ [74, 406, 401, 431]
devotee-orange-saree [277, 533, 342, 661]
story-sakleshpur-col2: ಕ್ರೀಡಾಕೂಟದಲ್ಲಿ ಉಮರ್ ಫಾರುಕ್, ಮಹಮ್ಮದ್ ಸಾಹಿಲ್, ಮಹಮ್ಮದ್ ಆಸಿಫ್ ಹಾಗೂ ಜೂನಿಯರ್ ಜೀವಿತಾ ಅವರು ನಾಲ್ಕು ಪದಕಗಳನ್ನು ಗೆದ್ದು ರಾಜ್ಯದ ಕ್ರೀಡಾಭಿಮಾನಿಗಳನ್ನು ಹರ್ಷಗೊಳಿಸಿದ್ದಾರೆ. ಸ್ಪೋರ್ಟ್ಸ್ ಅಸೋಸಿಯೇಷನ್ ಆಫ್ ಮಿಕ್ಸ್ಡ್ ಮಾರ್ಷಲ್ ಆರ್ಟ್ [126, 1397, 234, 1486]
photo-rotary-lamp-lighting [8, 877, 230, 969]
headline-line2: ಕಥೆ ವಿಶೇಷ ಕಾರ್ಯಕ್ರಮ [76, 826, 282, 856]
column-divider [474, 396, 475, 781]
story-heritage [480, 450, 942, 780]
photo-cooperative-honour [714, 244, 938, 324]
story-rajyotsava-col1: ಭೀಮ ವಿಜಯ ನ್ಯೂಸ್ ಹಾಸನ-ಕುಶಾಲನಗರ: ಕನ್ನಡ ಭಾಷೆಯನ್ನು ಬೆಳೆಸುವ ಅಗತ್ಯವಿಲ್ಲ ನಾವು ಬಳಸಿದರೆ ಸಾಕು, ನಮ್ಮ ಕನ್ನಡ ಭಾಷೆ ಅನ್ನದ ಭಾಷೆಯಾಗಬೇಕು, ಕರ್ನಾಟಕ ಸರಕಾರದ ನೇಮಕಾತಿಗಳಲ್ಲಿ ಕನ್ನಡ ಭಾಷಿಕರಿಗೆ ಆದ್ಯತೆ ಸಿಗಬೇಕು ಜೊತೆಗೆ ಸರ್ಕಾರಿ ಕನ್ನಡ ಮಾಧ್ಯಮ ಶಾಲೆಯಲ್ಲಿ ಓದಿದ ಮಕ್ಕಳಿಗೆ ಸರ್ಕಾರಿ ಉದ್ಯೋಗಗಳಲ್ಲಿ ಪ್ರತ್ಯೇಕ ಮೀಸಲಾತಿ ಸಿಗಬೇಕು ಅಂದಾಗ ಮಾತ್ರ ಸರಕಾರಿ ಶಾಲೆಗಳು ಉಳಿಯಲು ಸಾಧ್ಯ ಎಂದು ಕೇಂದ್ರ ಕನ್ನಡ ಸಾಹಿತ್ಯ ವೇದಿಕೆ, ಬೆಂಗಳೂರಿನ ಸ್ಥಾಪಕ ಅಧ್ಯಕ್ಷರಾದ ಕೊಟ್ರೇಶ್. ಎಸ್. ಉಪ್ಪಾರ್ ಅಭಿಪ್ರಾಯಪಟ್ಟರು. ಅವರು ಕುಶಾಲನಗರದ ಎ.ಪಿ.ಸಿ.ಎಂ.ಎಸ್. ಕನ್ವೆನ್ಷನ್ ಸಭಾಂಗಣದಲ್ಲಿ ಜರುಗಿದ ಕೇಂದ್ರ ಕನ್ನಡ ಸಾಹಿತ್ಯ ವೇದಿಕೆ(ರಿ.), ಬೆಂಗಳೂರು, ಕೊಡಗು ಜಿಲ್ಲಾ ಘಟಕ, ಸಂಗಮ ಟಿ.ವಿ. ಹಾಗೂ ವಂಶಿ ನ್ಯೂಸ್ ಸಹಯೋಗದೊಂದಿಗೆ ಕನ್ನಡ ಸುವರ್ಣ ಸಂಭ್ರಮ ಅಂಗವಾಗಿ ವಿವಿಧ ಕ್ಷೇತ್ರಗಳಲ್ಲಿ ಸಾಧನೆ ಮಾಡಿರುವ ಗಣ್ಯರಿಗೆ ರಾಜ್ಯ ಮಟ್ಟದ ಕನ್ನಡ ರಾಜ್ಯೋತ್ಸವ [362, 819, 468, 1109]
byline: ಭೀಮ ವಿಜಯ ನ್ಯೂಸ್ [8, 488, 118, 501]
byline: ಭೀಮ ವಿಜಯ ನ್ಯೂಸ್ [8, 974, 118, 987]
byline: ಭೀಮ ವಿಜಯ ನ್ಯೂಸ್ [718, 152, 934, 165]
story-pataleshwara-col4: ನಮ್ಮ ಟ್ರಸ್ಟ್ ವತಿಯಿಂದ ವಿಶೇಷ ಪೂಜೆ ನೆರವೇರಿಸಲಾಗಿದೆ ಅದರಂತೆ ಇಂದು ಸಂಜೆ ಸಾಂಕೇತಿಕವಾಗಿ ಅರ್ಚಕರು ಪಾತಾಳೇಶ್ವರನಿಗೆ ಪೂಜೆ ನೆರವೇರಿಸಿ ದೀಪ ಬೆಳಗಿಸುವ ಕಾರ್ಯ ಮಾಡುತ್ತಾರೆ ಎಂದ ಅವರು ಕಡೆ ಕಾರ್ತಿಕ ಮಹೋತ್ಸವದಿಂದ ನಾಡಿನ ಸಮಸ್ತ ನಾಗರಿಕ ಬಂಧುಗಳಿಗೂ ಪಾತಾಳೇಶ್ವರನ ಆಶೀರ್ವಾದ ಲಭಿಸಲಿ ಎಂದು ಹಾರೈಸಿದರು. ಈ ಸಂದರ್ಭ ಶ್ರೀಪಾತಾಳೇಶ್ವರ ಸೇವಾ ಟ್ರಸ್ಟಿನ ಪ್ರಧಾನ ಕಾರ್ಯದರ್ಶಿ ಬಿಸಿ ಜಗದೀಶ್. ಪ್ರಧಾನ ಅರ್ಚಕರಾದ ಮಂಜುನಾಥ್ ಮಾತನಾಡಿದರು. ಪದಾಧಿಕಾರಿಗಳಾದ ಎಂಡಿ ಬಸವರಾಜ್. ಎಸ್ ಟಿ ಯಲ್ಲೇಶ್. ಪುಟ್ಟಸ್ವಾಮಿಗೌಡ. ಕೃಷ್ಣಕುಮಾರ್.ಬೇಕ್ರಿ ಮಂಜುನಾಥ್. ರವಿಕುಮಾರ್.ರಾಜು. ಬಿವಿ.ದಿನೇಶ್ ಹಾಲಪ್ಪ ಬಿವಿ.ರಮೇಶ್ ಸೇರಿದಂತೆ ಭಕ್ತಾದಿಗಳು ಹೆಚ್ಚಿನ ಸಂಖ್ಯೆಯಲ್ಲಿ ಹಾಜರಿದ್ದರು. [358, 490, 468, 711]
photo-temple-puja [126, 492, 348, 662]
section-divider [707, 240, 945, 241]
section-divider [5, 1192, 945, 1194]
story-heritage-col3: ಮಾಡುವುದರಲ್ಲಿ ದೈಹಿಕವಾಗಿ ಮಾಡದೆ ಮಾನಸಿಕವಾಗಿ ಶ್ರಮದಾನ ಮಾಡಿದರೆ ಅದು ಶಾಶ್ವತವಾಗಿ ಉಳಿಯುತ್ತದೆ 2016ರಲ್ಲಿ ಹಳೇಬೀಡಿನ ಮೂರು ಐತಿಹಾಸದ ದೇವಸ್ಥಾನವನ್ನು ಸುಮಾರು 3 ಕೋಟಿ ವೆಚ್ಚದಲ್ಲಿ ಶ್ರೀ ರಂಗನಾಥ, ಶ್ರೀ ಮುತ್ತಿನ ವೀರಭದ್ರಸ್ವಾಮಿ, ಗುದ್ದಲಿಂಗೇಶ್ವರ ದೇವಾಲಯಗಳನ್ನು ಜೀರ್ಣೋದ್ಧಾರ ಮಾಡಿದ್ದಾರೆ ಈ ಭಾಗದ ಜನತೆ ಪುರಾತತ್ವ ಇಲಾಖೆ ಅಭಿನಂದನೆ ಸಲ್ಲಿಸಿದ್ದಾರೆ. ಬರುವ ಪ್ರವಾಸಿಗರನ್ನು ಪ್ರೀತಿ ವಿಶ್ವಾಸದಿಂದ ಬರಮಾಡಿಕೊಂಡರೆ ಸ್ಥಳ [714, 598, 822, 753]
paper-name [350, 9, 512, 46]
guests-clapping [29, 898, 229, 970]
seated-guests [228, 202, 470, 245]
photo-heritage-week [598, 452, 940, 588]
story-srilanka [480, 1278, 942, 1507]
speaker-figure [158, 132, 233, 245]
byline: ಭೀಮ ವಿಜಯ ನ್ಯೂಸ್ [480, 450, 592, 463]
story-storytelling [8, 874, 358, 1190]
bullet-icon [789, 330, 796, 337]
story-srilanka-col4: ಶಾಲಿನಿ ಹೆಬ್ಬಾರ್ ಅವರ ಶಿಷ್ಯರು ಹಾಗೂ ಶ್ರೀಮತಿ ಲಕ್ಷ್ಮಿ ತೇರ್ದಾಲ್ ಅವರ ಶಿಷ್ಯರು ನೃತ್ಯ ಪ್ರದರ್ಶನ ನೀಡಿದ್ದು, ನೃತ್ಯಬಂಧಗಳ ಮೂಲಕ ಭಾರತೀಯ ಶಾಸ್ತ್ರೀಯ ಕಲೆಯ ಭಾವಭರಿತ ಸೊಬಗು ಪ್ರೇಕ್ಷಕರ ಪ್ರಶಂಸೆಗೆ ಪಾತ್ರವಾಯಿತು. ಕಾರ್ಯಕ್ರಮದ ಗೌರವ ಅತಿಥಿಗಳಾಗಿ ಓಇಡಿ ಡೈರೆಕ್ಟರ್ ಜನರಲ್ ಹಾಗೂ ಪೀಸ್ ಅಂಬಾಸಿಡರ್ ಡಾ. ಸರ್ ದೇಶಪ್ರಿಯಾ ಎಸ್. ವಿಜಯತುಂಗ, ಲಯನ್ ಬಿ. ಸರತ್ ಪ್ರೇಮಸಿರಿ ಪೆರೇರಾ, ಲಯನ್ ಇಂಜಿ. ಹೆಚ್.ಬಿ. ಪ್ರೇಮದಾಸ ಮತ್ತು ಲಯನ್ ಎಂ.ಡಿ. ಪ್ರೇಮಚಂದ್ರ ಅವರುಗಳು ಉಪಸ್ಥಿತರಿದ್ದು, ಕಾರ್ಯಕ್ರಮಕ್ಕೆ ಗೌರವದ ಕಳೆಗಳನ್ನು ಹೆಚ್ಚಿಸಿದರು. [830, 1282, 940, 1463]
honoured-elders [721, 259, 933, 325]
story-sakleshpur-col1: ಭೀಮ ವಿಜಯ ನ್ಯೂಸ್ ಸಕಲೇಶಪುರ: ಜೈಪುರದಲ್ಲಿ ನಡೆದ 4ನೇ ಇಂಡಿಯನ್ ಓಪನ್ ಮಿಕ್ಸ್ಡ್ ಮಾರ್ಷಲ್ ಆರ್ಟ್ಸ್ ಚಾಂಪಿಯನ್‌ಶಿಪ್‌ನಲ್ಲಿ ಕೀರ್ತಿ ಪಡೆದ ಸಕಲೇಶಪುರದ ಮೌಂಟೆನ್ ಫೈಟರ್ಸ್ ಕ್ಲಬ್‌ನ ಪ್ರತಿಭಾವಂತ ಕ್ರೀಡಾಪಟುಗಳನ್ನು ಸಕಲೇಶಪುರ ಪುರಸಭೆ ಮಾಜಿ ಅಧ್ಯಕ್ಷ ಹಾಗೂ ಕಾಂಗ್ರೆಸ್ ಮುಖಂಡ ಸಯ್ಯದ್ ಮುಫೀಜ್ ಅವರು ತಮ್ಮ ನಿವಾಸದಲ್ಲಿ ನಾಗರಿಕರ ಪರವಾಗಿ ಭವ್ಯವಾಗಿ ಸನ್ಮಾನಿಸಿದರು. ಕ್ರೀಡಾಪಟುಗಳ ಈ ಸಾಧನೆಗೆ ಅಭಿನಂದನೆ ಸಲ್ಲಿಸಿದ ಅವರು ಮುಂದಿನ ದಿನಗಳಲ್ಲಿ ಇನ್ನೂ ದೊಡ್ಡ ಮಟ್ಟದಲ್ಲಿ ಸಾಧಿಸುವ ವಿಶ್ವಾಸ ವ್ಯಕ್ತಪಡಿಸಿದರು. ರಾಜಸ್ಥಾನದ ಜೈಪುರದಲ್ಲಿನ ಸಂಸ್ಕಾರ್ ಶಾಲೆಯಲ್ಲಿ ನವೆಂಬರ್ 14 ರಿಂದ 16ರವರೆಗೆ ನಡೆದ ಈ [8, 1244, 120, 1441]
story-srilanka-col3: ದೇಶದ ಸಂಸ್ಕೃತಿಯನ್ನು ಉಳಿಸುವ ಜೊತೆಗೆ ಮಾದರಿ ಬದುಕು ಕಟ್ಟಿಕೊಳ್ಳಲು ಕಾಲ ಕಲಿಕೆಗಳು ಸಹಕರಿಸುತ್ತವೆ ಭಾರತ ಮತ್ತು ಶ್ರೀಲಂಕಾ ಸಂಸ್ಕೃತಿಯ ಸ್ನೇಹ ಪಡೆಯ ಮತ್ತು ಜಾಗತಿಕ ಶಾಂತಿ ಸಂದೇಶ ಹರಡುವ ಉದ್ದೇಶವನ್ನು ಹೊತ್ತ ಈ ದಿನದ ವೇದಿಕೆ ಯುವ ಕಲಾವಿದರಿಗೆ ಅಂತರಾಷ್ಟ್ರೀಯ ಮಟ್ಟದಲ್ಲಿ ತಮ್ಮ ಕಲೆಯನ್ನ ಪ್ರದರ್ಶನಗೊಳಿಸಲು ಮಹತ್ವದ ಅವಕಾಶ ನೃತ್ಯೋತ್ಸವದಲ್ಲಿ ಶ್ರೀಮತಿ [712, 1356, 820, 1484]
story-cooperative: ಭೀಮ ವಿಜಯ ನ್ಯೂಸ್ ಚನ್ನರಾಯಪಟ್ಟಣದಲ್ಲಿ ನಡೆದ 72ನೇ ಅಖಿಲ ಭಾರತ ಸಹಕಾರ ಸಪ್ತಾಹ-2025 ಕಾರ್ಯಕ್ರಮದಲ್ಲಿ ಉತ್ತಮ ಸಾಧನೆ ಮಾಡಿದ ತಾಲ್ಲೂಕಿನ ಹಿರಿಯ ಸಹಕಾರಿಗಳನ್ನು ಸಹಕಾರ ರತ್ನ ಪಾಶಕ ಸಿ.ಎನ್.ಬಾಲಕೃಷ್ಣ ನೇರಿ ಗಣ್ಯರು ಸನ್ಮಾನ ಮಾಡಿದರು. [714, 329, 938, 381]
